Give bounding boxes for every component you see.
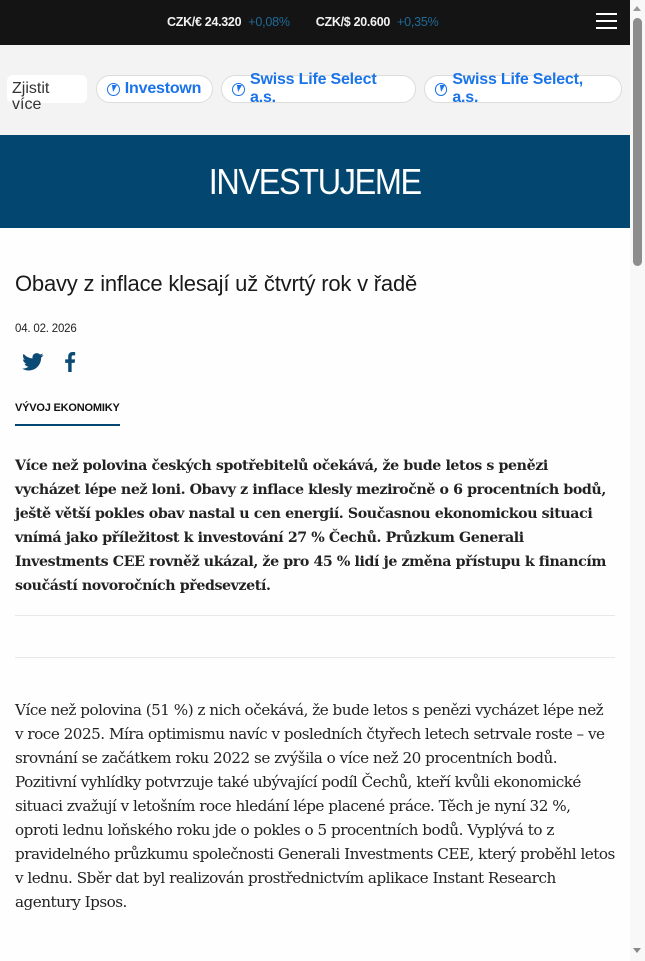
category-link[interactable]: VÝVOJ EKONOMIKY (15, 402, 120, 426)
chip-text: Investown (124, 80, 202, 97)
facebook-icon[interactable] (64, 352, 76, 377)
article (0, 271, 630, 914)
scroll-down-arrow-icon[interactable] (633, 948, 641, 953)
learn-more-label: Zjistit více (7, 75, 87, 103)
chip-swiss-life-select[interactable] (221, 71, 415, 106)
article-date: 04. 02. 2026 (15, 323, 77, 335)
rate-usd (316, 15, 439, 29)
rate-change: +0,35% (397, 15, 439, 29)
scroll-up-arrow-icon[interactable] (633, 6, 641, 11)
article-perex: Více než polovina českých spotřebitelů očekává, že bude letos s penězi vycházet lépe než loni. Obavy z inflace klesly meziročně o 6 procentních bodů, ještě větší pokles obav nastal u cen energií. Současnou ekonomickou situaci vnímá jako příležitost k investování 27 % Čechů. Průzkum Generali Investments CEE rovněž ukázal, že pro 45 % lidí je změna přístupu k financím součástí novoročních předsevzetí. (15, 458, 606, 594)
article-title: Obavy z inflace klesají už čtvrtý rok v řadě (15, 271, 418, 296)
brand-banner[interactable] (0, 135, 630, 228)
brand-logo: INVESTUJEME (208, 160, 421, 202)
article-body: Více než polovina (51 %) z nich očekává, že bude letos s penězi vycházet lépe než v roce 2025. Míra optimismu navíc v posledních čtyřech letech setrvale roste – ve srovnání se začátkem roku 2022 se zvýšila o více než 20 procentních bodů. Pozitivní vyhlídky potvrzuje také ubývající podíl Čechů, kteří kvůli ekonomické situaci zvažují v letošním roce hledání lépe placené práce. Těch je nyní 32 %, oproti lednu loňského roku jde o pokles o 5 procentních bodů. Vyplývá to z pravidelného průzkumu společnosti Generali Investments CEE, který proběhl letos v lednu. Sběr dat byl realizován prostřednictvím aplikace Instant Research agentury Ipsos. (15, 701, 615, 911)
vertical-scrollbar[interactable] (630, 0, 645, 961)
scrollbar-thumb[interactable] (633, 18, 642, 266)
chip-text: Swiss Life Select a.s. (250, 71, 377, 106)
chip-text: Swiss Life Select, a.s. (452, 71, 583, 106)
rate-eur (167, 15, 290, 29)
rate-label: CZK/€ 24.320 (167, 15, 242, 29)
chip-investown[interactable] (96, 75, 213, 103)
lightning-circle-icon (232, 83, 245, 96)
chip-swiss-life-select-2[interactable] (424, 71, 622, 106)
rate-change: +0,08% (248, 15, 290, 29)
divider (15, 615, 615, 616)
lightning-circle-icon (435, 83, 448, 96)
share-buttons (15, 352, 615, 377)
twitter-icon[interactable] (22, 353, 44, 376)
top-bar (0, 0, 630, 45)
divider (15, 657, 615, 658)
rate-label: CZK/$ 20.600 (315, 15, 391, 29)
exchange-rates (167, 15, 465, 29)
lightning-circle-icon (107, 83, 120, 96)
sponsor-chips-bar (0, 45, 630, 135)
hamburger-menu-icon[interactable] (596, 13, 617, 32)
